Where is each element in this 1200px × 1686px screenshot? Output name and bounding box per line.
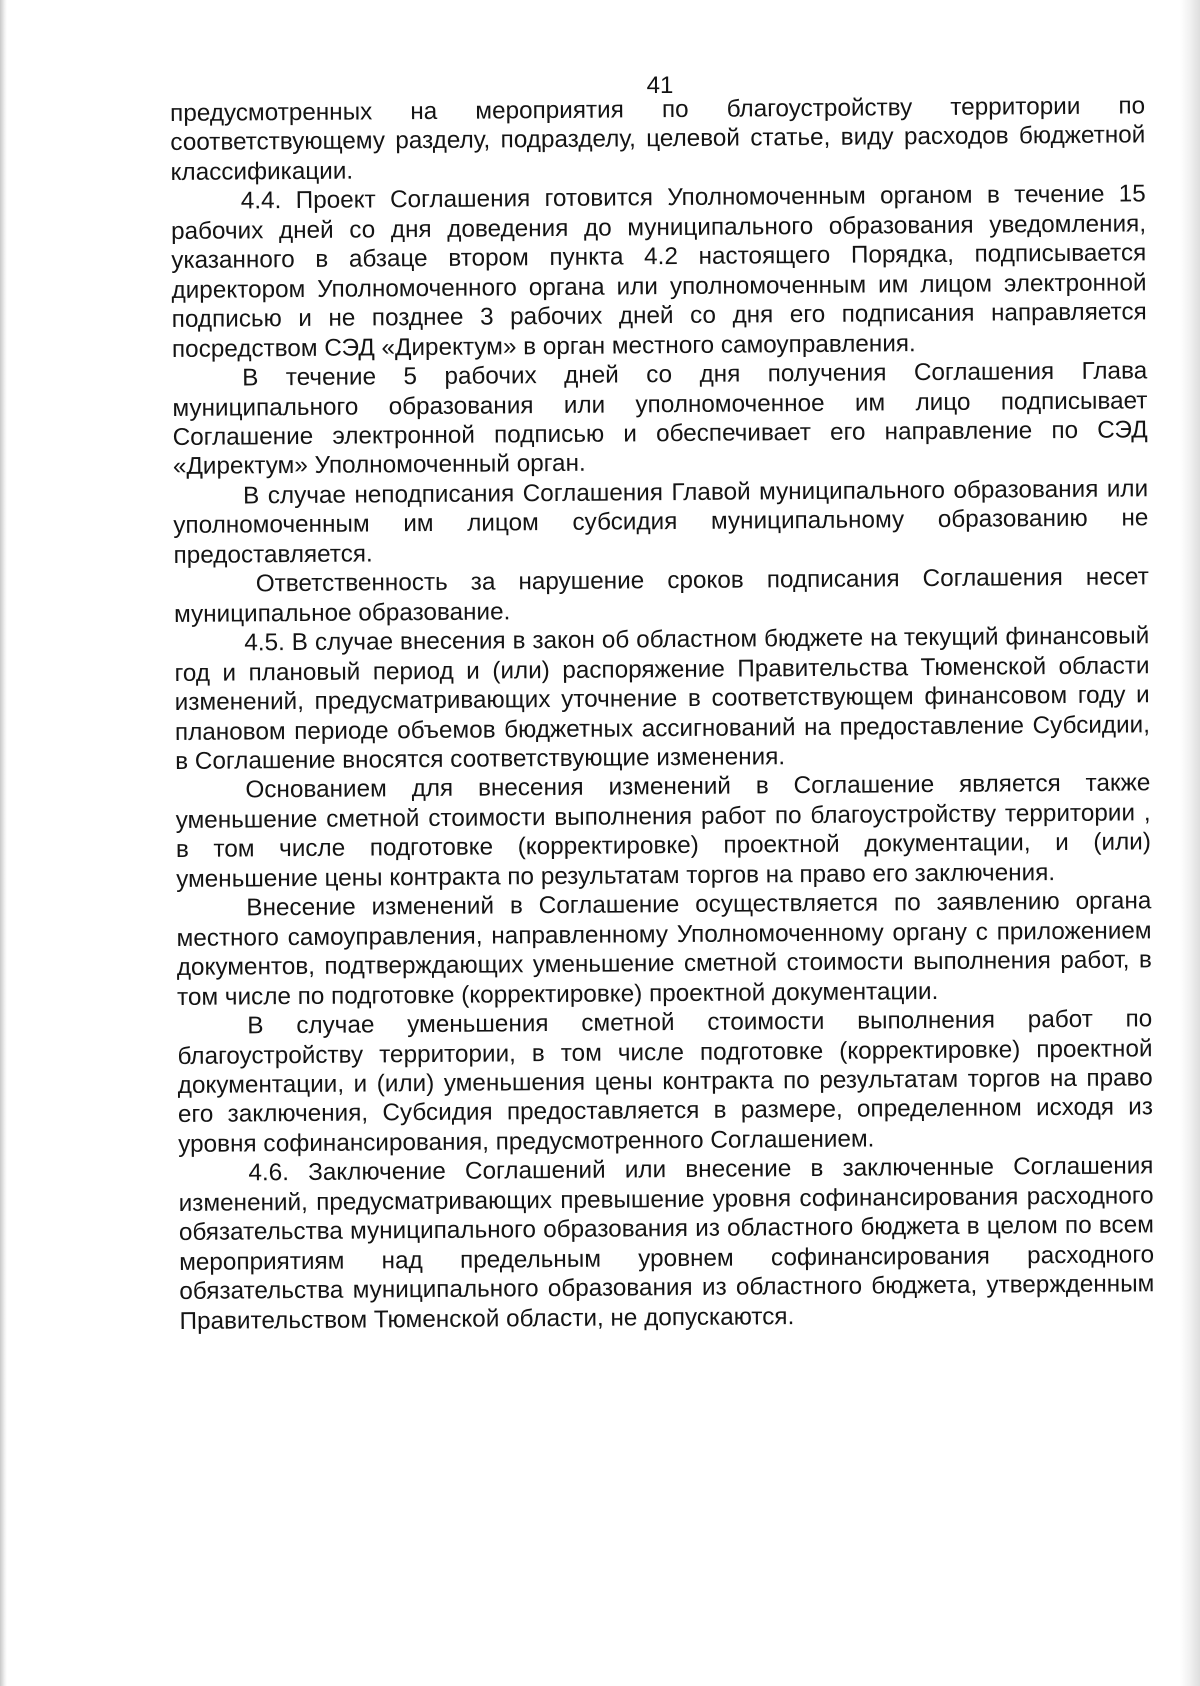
paragraph-responsibility: Ответственность за нарушение сроков подписания Соглашения несет муниципальное образование. (173, 563, 1149, 628)
paragraph-continuation: предусмотренных на мероприятия по благоустройству территории по соответствующему разделу, подразделу, целевой статье, виду расходов бюджетной классификации. (170, 92, 1146, 186)
paragraph-4-6: 4.6. Заключение Соглашений или внесение в заключенные Соглашения изменений, предусматривающих превышение уровня софинансирования расходного обязательства муниципального образования из областного бюджета в целом по всем мероприятиям над предельным уровнем софинансирования расходного обязательства муниципального образования из областного бюджета, утвержденным Правительством Тюменской области, не допускаются. (178, 1152, 1155, 1335)
paragraph-changes-procedure: Внесение изменений в Соглашение осуществляется по заявлению органа местного самоуправления, направленному Уполномоченному органу с приложением документов, подтверждающих уменьшение сметной стоимости выполнения работ, в том числе по подготовке (корректировке) проектной документации. (176, 887, 1152, 1011)
paragraph-grounds-for-changes: Основанием для внесения изменений в Соглашение является также уменьшение сметной стоимости выполнения работ по благоустройству территории , в том числе подготовке (корректировке) проектной документации, и (или) уменьшение цены контракта по результатам торгов на право его заключения. (175, 769, 1151, 893)
paragraph-signing-term: В течение 5 рабочих дней со дня получения Соглашения Глава муниципального образования или уполномоченное им лицо подписывает Соглашение электронной подписью и обеспечивает его направление по СЭД «Директум» Уполномоченный орган. (172, 357, 1148, 481)
paragraph-4-5: 4.5. В случае внесения в закон об областном бюджете на текущий финансовый год и плановый период и (или) распоряжение Правительства Тюменской области изменений, предусматривающих уточнение в соответствующем финансовом году и плановом периоде объемов бюджетных ассигнований на предоставление Субсидии, в Соглашение вносятся соответствующие изменения. (174, 622, 1151, 775)
page-number: 41 (646, 72, 674, 99)
paragraph-4-4: 4.4. Проект Соглашения готовится Уполномоченным органом в течение 15 рабочих дней со дня доведения до муниципального образования уведомления, указанного в абзаце втором пункта 4.2 настоящего Порядка, подписывается директором Уполномоченного органа или уполномоченным им лицом электронной подписью и не позднее 3 рабочих дней со дня его подписания направляется посредством СЭД «Директум» в орган местного самоуправления. (170, 180, 1147, 363)
scan-edge-right (1180, 0, 1200, 1686)
scan-edge-left (0, 0, 7, 1686)
paragraph-non-signing: В случае неподписания Соглашения Главой муниципального образования или уполномоченным им лицом субсидия муниципальному образованию не предоставляется. (173, 475, 1149, 569)
paragraph-cost-reduction: В случае уменьшения сметной стоимости выполнения работ по благоустройству территории, в том числе подготовке (корректировке) проектной документации, и (или) уменьшения цены контракта по результатам торгов на право его заключения, Субсидия предоставляется в размере, определенном исходя из уровня софинансирования, предусмотренного Соглашением. (177, 1005, 1154, 1158)
document-body (170, 91, 1155, 1336)
